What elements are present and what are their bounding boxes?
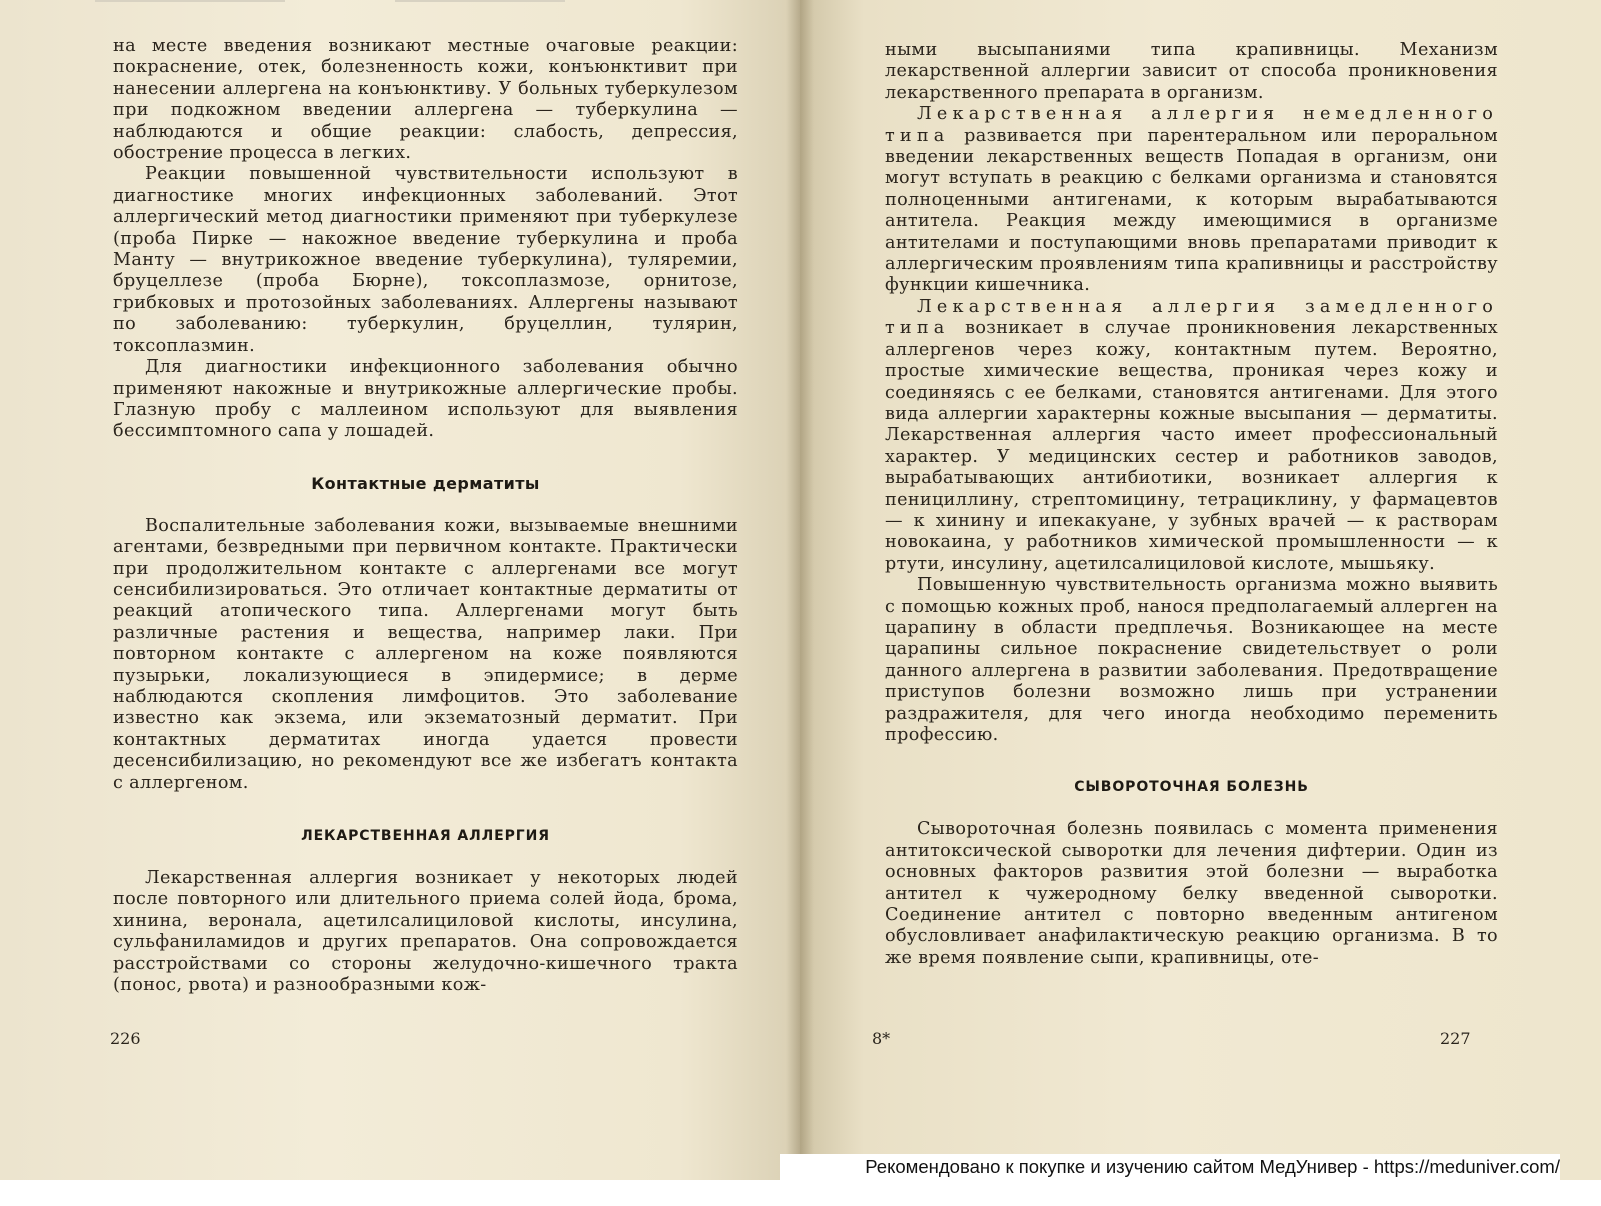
book-gutter — [786, 0, 814, 1180]
signature-mark: 8* — [872, 1029, 891, 1048]
right-page — [800, 0, 1601, 1180]
paragraph: Повышенную чувствительность организма можно выявить с помощью кожных проб, нанося предполагаемый аллерген на царапину в области предплечья. Возникающее на месте царапины сильное покраснение свидетельствует о роли данного аллергена в развитии заболевания. Предотвращение приступов болезни возможно лишь при устранении раздражителя, для чего иногда необходимо переменить профессию. — [885, 575, 1498, 745]
top-rule — [95, 0, 285, 2]
page-number-left: 226 — [110, 1029, 141, 1048]
paragraph: Воспалительные заболевания кожи, вызываемые внешними агентами, безвредными при первичном контакте. Практически при продолжительном контакте с аллергенами все могут сенсибилизироваться. Это отличает контактные дерматиты от реакций атопического типа. Аллергенами могут быть различные растения и вещества, например лаки. При повторном контакте с аллергеном на коже появляются пузырьки, локализующиеся в эпидермисе; в дерме наблюдаются скопления лимфоцитов. Это заболевание известно как экзема, или экзематозный дерматит. При контактных дерматитах иногда удается провести десенсибилизацию, но рекомендуют все же избегатъ контакта с аллергеном. — [113, 515, 738, 793]
paragraph: ными высыпаниями типа крапивницы. Механизм лекарственной аллергии зависит от способа проникновения лекарственного препарата в организм. — [885, 40, 1498, 103]
paragraph: на месте введения возникают местные очаговые реакции: покраснение, отек, болезненность кожи, конъюнктивит при нанесении аллергена на конъюнктиву. У больных туберкулезом при подкожном введении аллергена — туберкулина — наблюдаются и общие реакции: слабость, депрессия, обострение процесса в легких. — [113, 36, 738, 164]
paragraph — [885, 104, 1498, 297]
paragraph-text: развивается при парентеральном или пероральном введении лекарственных веществ Попадая в организм, они могут вступать в реакцию с белками организма и становятся полноценными антигенами, к которым вырабатываются антитела. Реакция между имеющимися в организме антителами и поступающими вновь препаратами приводит к аллергическим проявлениям типа крапивницы и расстройству функции кишечника. — [885, 125, 1498, 296]
paragraph: Сывороточная болезнь появилась с момента применения антитоксической сыворотки для лечения дифтерии. Один из основных факторов развития этой болезни — выработка антител к чужеродному белку введенной сыворотки. Соединение антител с повторно введенным антигеном обусловливает анафилактическую реакцию организма. В то же время появление сыпи, крапивницы, оте- — [885, 819, 1498, 968]
spaced-lead-text: Лекарственная аллергия замедленного типа — [885, 296, 1498, 339]
paragraph: Лекарственная аллергия возникает у некоторых людей после повторного или длительного приема солей йода, брома, хинина, веронала, ацетилсалициловой кислоты, инсулина, сульфаниламидов и других препаратов. Она сопровождается расстройствами со стороны желудочно-кишечного тракта (понос, рвота) и разнообразными кож- — [113, 868, 738, 996]
paragraph: Для диагностики инфекционного заболевания обычно применяют накожные и внутрикожные аллергические пробы. Глазную пробу с маллеином используют для выявления бессимптомного сапа у лошадей. — [113, 357, 738, 442]
watermark-banner: Рекомендовано к покупке и изучению сайтом МедУнивер - https://meduniver.com/ — [780, 1154, 1560, 1180]
left-page — [0, 0, 800, 1180]
paragraph — [885, 297, 1498, 575]
section-heading-drug-allergy: ЛЕКАРСТВЕННАЯ АЛЛЕРГИЯ — [301, 828, 550, 844]
section-heading-contact-dermatitis: Контактные дерматиты — [311, 473, 540, 493]
spaced-lead-text: Лекарственная аллергия немедленного типа — [885, 104, 1498, 146]
top-rule — [395, 0, 565, 2]
paragraph-text: возникает в случае проникновения лекарственных аллергенов через кожу, контактным путем. Вероятно, простые химические вещества, проникая через кожу и соединяясь с ее белками, становятся антигенами. Для этого вида аллергии характерны кожные высыпания — дерматиты. Лекарственная аллергия часто имеет профессиональный характер. У медицинских сестер и работников заводов, вырабатывающих антибиотики, возникает аллергия к пенициллину, стрептомицину, тетрациклину, у фармацевтов — к хинину и ипекакуане, у зубных врачей — к растворам новокаина, у работников химической промышленности — к ртути, инсулину, ацетилсалициловой кислоте, мышьяку. — [885, 318, 1498, 574]
section-heading-serum-sickness: СЫВОРОТОЧНАЯ БОЛЕЗНЬ — [1074, 779, 1309, 796]
page-number-right: 227 — [1440, 1029, 1471, 1048]
paragraph: Реакции повышенной чувствительности используют в диагностике многих инфекционных заболеваний. Этот аллергический метод диагностики применяют при туберкулезе (проба Пирке — накожное введение туберкулина и проба Манту — внутрикожное введение туберкулина), туляремии, бруцеллезе (проба Бюрне), токсоплазмозе, орнитозе, грибковых и протозойных заболеваниях. Аллергены называют по заболеванию: туберкулин, бруцеллин, тулярин, токсоплазмин. — [113, 164, 738, 356]
